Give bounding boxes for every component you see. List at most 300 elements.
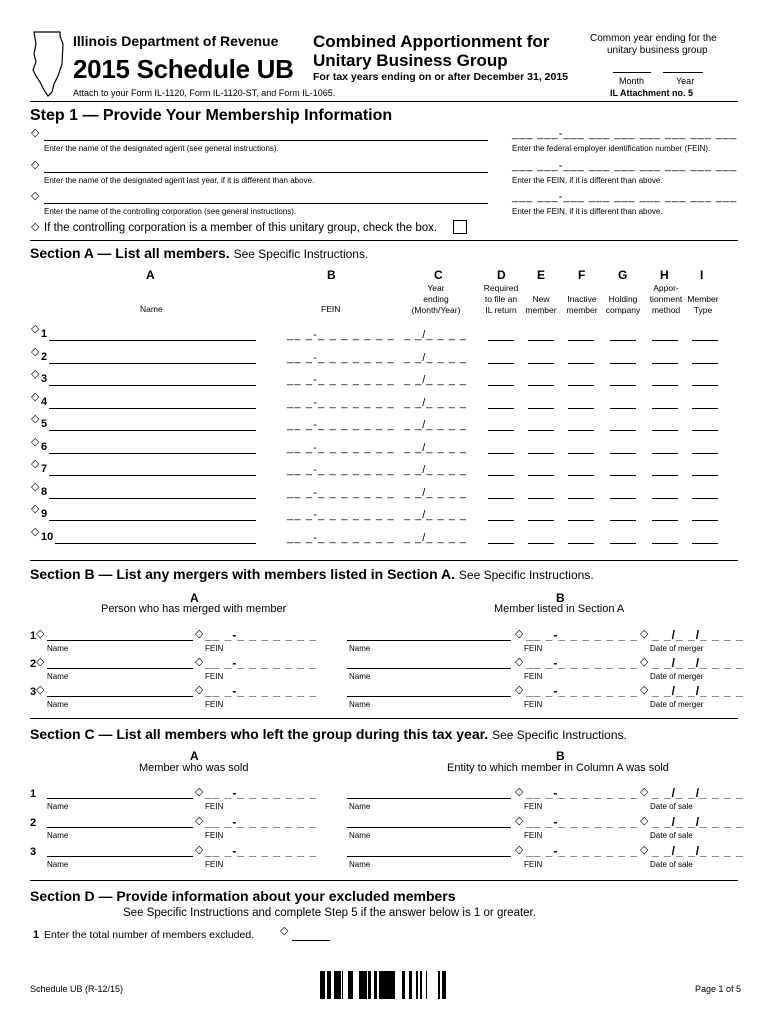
new-member-input[interactable] <box>528 475 554 476</box>
required-to-file-input[interactable] <box>488 453 514 454</box>
date-label: Date of merger <box>650 700 704 709</box>
row-number: 2 <box>41 350 48 363</box>
col-f-letter: F <box>578 268 586 282</box>
section-b-col-b-letter: B <box>556 591 565 605</box>
diamond-icon: ◇ <box>31 345 40 358</box>
controlling-fein-label: Enter the FEIN, if it is different than above. <box>512 207 663 216</box>
left-name-label: Name <box>47 802 69 811</box>
row-number: 6 <box>41 440 48 453</box>
right-name-label: Name <box>349 860 371 869</box>
new-member-input[interactable] <box>528 520 554 521</box>
col-i-header-line: Type <box>693 305 713 315</box>
diamond-icon: ◇ <box>195 656 204 668</box>
barcode-bar <box>421 971 422 999</box>
member-fein-input[interactable]: __ _-_ _ _ _ _ _ _ <box>287 329 395 341</box>
section-b-divider <box>30 718 738 719</box>
controlling-member-question: If the controlling corporation is a member of this unitary group, check the box. <box>44 222 438 234</box>
section-c-instructions: See Specific Instructions. <box>492 728 627 742</box>
holding-company-input[interactable] <box>610 475 636 476</box>
member-name-input[interactable] <box>49 385 256 386</box>
date-input[interactable]: _ _/_ _/_ _ _ _ <box>652 815 744 829</box>
right-name-input[interactable] <box>347 640 511 641</box>
diamond-icon: ◇ <box>31 159 40 171</box>
apportionment-method-input[interactable] <box>652 340 678 341</box>
member-year-ending-input[interactable]: _ _/_ _ _ _ <box>404 419 467 431</box>
left-name-label: Name <box>47 831 69 840</box>
right-name-input[interactable] <box>347 856 511 857</box>
col-g-letter: G <box>618 268 628 282</box>
member-name-input[interactable] <box>49 520 256 521</box>
diamond-icon: ◇ <box>640 684 649 696</box>
left-fein-label: FEIN <box>205 831 224 840</box>
right-name-input[interactable] <box>347 696 511 697</box>
section-b-col-a-letter: A <box>190 591 199 605</box>
col-c-header <box>405 283 467 316</box>
diamond-icon: ◇ <box>640 815 649 827</box>
date-input[interactable]: _ _/_ _/_ _ _ _ <box>652 684 744 698</box>
new-member-input[interactable] <box>528 340 554 341</box>
member-fein-input[interactable]: __ _-_ _ _ _ _ _ _ <box>287 464 395 476</box>
row-number: 10 <box>41 530 54 543</box>
barcode-bar <box>443 971 446 999</box>
diamond-icon: ◇ <box>640 656 649 668</box>
right-name-label: Name <box>349 802 371 811</box>
new-member-input[interactable] <box>528 385 554 386</box>
left-name-input[interactable] <box>47 668 193 669</box>
left-name-label: Name <box>47 860 69 869</box>
section-c-header <box>30 726 627 742</box>
col-f-header-line: Inactive <box>567 294 597 304</box>
member-year-ending-input[interactable]: _ _/_ _ _ _ <box>404 329 467 341</box>
apportionment-method-input[interactable] <box>652 408 678 409</box>
form-title: 2015 Schedule UB <box>73 54 294 84</box>
header-divider <box>30 101 738 102</box>
step1-title: Step 1 — Provide Your Membership Information <box>30 107 393 124</box>
common-year-label-line2: unitary business group <box>607 45 708 56</box>
excluded-members-count-input[interactable] <box>292 940 330 941</box>
barcode-bar <box>374 971 377 999</box>
right-fein-label: FEIN <box>524 700 543 709</box>
diamond-icon: ◇ <box>195 786 204 798</box>
col-h-header-line: method <box>651 305 681 315</box>
section-b-instructions: See Specific Instructions. <box>458 568 594 582</box>
fein-input[interactable]: ___ ___-___ ___ ___ ___ ___ ___ ___ <box>512 128 738 140</box>
section-c-title: Section C — List all members who left the group during this tax year. <box>30 726 489 742</box>
right-name-input[interactable] <box>347 827 511 828</box>
member-fein-input[interactable]: __ _-_ _ _ _ _ _ _ <box>287 531 395 544</box>
date-input[interactable]: _ _/_ _/_ _ _ _ <box>652 628 744 642</box>
barcode-bar <box>324 971 325 999</box>
right-fein-label: FEIN <box>524 644 543 653</box>
diamond-icon: ◇ <box>31 435 40 448</box>
attach-instructions: Attach to your Form IL-1120, Form IL-1120-ST, and Form IL-1065. <box>73 88 336 98</box>
member-type-input[interactable] <box>692 340 718 341</box>
required-to-file-input[interactable] <box>488 408 514 409</box>
inactive-member-input[interactable] <box>568 340 594 341</box>
section-a-instructions: See Specific Instructions. <box>233 247 369 261</box>
col-e-header <box>522 294 560 316</box>
date-input[interactable]: _ _/_ _/_ _ _ _ <box>652 786 744 800</box>
col-d-header-line: to file an <box>484 294 518 304</box>
fein-last-year-label: Enter the FEIN, if it is different than above. <box>512 176 663 185</box>
member-year-ending-input[interactable]: _ _/_ _ _ _ <box>404 374 467 386</box>
required-to-file-input[interactable] <box>488 520 514 521</box>
left-fein-input[interactable]: __ _-_ _ _ _ _ _ _ <box>205 815 318 829</box>
section-c-col-a-letter: A <box>190 749 199 763</box>
new-member-input[interactable] <box>528 453 554 454</box>
barcode-bar <box>364 971 367 999</box>
right-name-input[interactable] <box>347 668 511 669</box>
diamond-icon: ◇ <box>31 190 40 202</box>
left-fein-input[interactable]: __ _-_ _ _ _ _ _ _ <box>205 844 318 858</box>
member-name-input[interactable] <box>55 543 256 544</box>
apportionment-method-input[interactable] <box>652 475 678 476</box>
col-c-letter: C <box>434 268 443 282</box>
member-type-input[interactable] <box>692 498 718 499</box>
right-fein-input[interactable]: __ _-_ _ _ _ _ _ _ <box>526 684 639 698</box>
section-c-col-b-letter: B <box>556 749 565 763</box>
right-fein-label: FEIN <box>524 860 543 869</box>
row-number: 2 <box>30 658 37 670</box>
col-a-header: Name <box>140 304 163 314</box>
right-fein-input[interactable]: __ _-_ _ _ _ _ _ _ <box>526 844 639 858</box>
member-year-ending-input[interactable]: _ _/_ _ _ _ <box>404 509 467 521</box>
row-number: 3 <box>30 686 37 698</box>
diamond-icon: ◇ <box>640 786 649 798</box>
col-d-letter: D <box>497 268 506 282</box>
step1-divider <box>30 240 738 241</box>
section-b-col-b-header: Member listed in Section A <box>494 603 625 615</box>
barcode-bar <box>393 971 395 999</box>
col-f-header-line: member <box>566 305 598 315</box>
inactive-member-input[interactable] <box>568 520 594 521</box>
left-name-input[interactable] <box>47 827 193 828</box>
member-name-input[interactable] <box>49 408 256 409</box>
fein-last-year-input[interactable]: ___ ___-___ ___ ___ ___ ___ ___ ___ <box>512 160 738 172</box>
col-e-header-line: New <box>532 294 550 304</box>
left-fein-label: FEIN <box>205 672 224 681</box>
diamond-icon: ◇ <box>640 844 649 856</box>
apportionment-method-input[interactable] <box>652 543 678 544</box>
section-a-divider <box>30 560 738 561</box>
barcode-bar <box>336 971 339 999</box>
holding-company-input[interactable] <box>610 408 636 409</box>
diamond-icon: ◇ <box>195 684 204 696</box>
barcode-bar <box>320 971 322 999</box>
page-number: Page 1 of 5 <box>695 984 742 994</box>
attachment-number: IL Attachment no. 5 <box>610 88 694 98</box>
controlling-corporation-input[interactable] <box>44 203 488 204</box>
col-i-letter: I <box>700 268 704 282</box>
col-g-header <box>602 294 644 316</box>
designated-agent-last-year-input[interactable] <box>44 172 488 173</box>
section-c-divider <box>30 880 738 881</box>
diamond-icon: ◇ <box>31 458 40 470</box>
new-member-input[interactable] <box>528 543 554 544</box>
barcode-bar <box>342 971 343 999</box>
left-fein-label: FEIN <box>205 802 224 811</box>
holding-company-input[interactable] <box>610 430 636 431</box>
row-number: 1 <box>30 630 37 642</box>
section-d-line1-number: 1 <box>33 929 40 941</box>
diamond-icon: ◇ <box>36 684 45 696</box>
left-fein-label: FEIN <box>205 860 224 869</box>
col-a-letter: A <box>146 268 155 282</box>
required-to-file-input[interactable] <box>488 475 514 476</box>
controlling-fein-input[interactable]: ___ ___-___ ___ ___ ___ ___ ___ ___ <box>512 191 738 203</box>
col-b-letter: B <box>327 268 336 282</box>
col-b-header: FEIN <box>321 304 341 314</box>
right-name-label: Name <box>349 700 371 709</box>
required-to-file-input[interactable] <box>488 363 514 364</box>
date-label: Date of merger <box>650 672 704 681</box>
right-fein-input[interactable]: __ _-_ _ _ _ _ _ _ <box>526 628 639 642</box>
row-number: 7 <box>41 463 48 475</box>
member-type-input[interactable] <box>692 363 718 364</box>
barcode-bar <box>381 971 384 999</box>
left-name-input[interactable] <box>47 696 193 697</box>
left-fein-input[interactable]: __ _-_ _ _ _ _ _ _ <box>205 628 318 642</box>
member-year-ending-input[interactable]: _ _/_ _ _ _ <box>404 441 467 454</box>
barcode-bar <box>368 971 371 999</box>
col-e-letter: E <box>537 268 546 282</box>
date-label: Date of merger <box>650 644 704 653</box>
required-to-file-input[interactable] <box>488 543 514 544</box>
member-type-input[interactable] <box>692 408 718 409</box>
col-c-header-line: Year <box>427 283 445 293</box>
inactive-member-input[interactable] <box>568 385 594 386</box>
inactive-member-input[interactable] <box>568 475 594 476</box>
left-fein-input[interactable]: __ _-_ _ _ _ _ _ _ <box>205 684 318 698</box>
barcode-bar <box>402 971 405 999</box>
member-type-input[interactable] <box>692 475 718 476</box>
section-c-col-a-header: Member who was sold <box>139 762 249 774</box>
designated-agent-last-year-label: Enter the name of the designated agent last year, if it is different than above. <box>44 176 315 185</box>
col-d-header <box>476 283 526 316</box>
section-b-col-a-header: Person who has merged with member <box>101 603 287 615</box>
left-name-input[interactable] <box>47 798 193 799</box>
member-name-input[interactable] <box>49 363 256 364</box>
diamond-icon: ◇ <box>640 628 649 640</box>
inactive-member-input[interactable] <box>568 498 594 499</box>
diamond-icon: ◇ <box>31 368 40 380</box>
holding-company-input[interactable] <box>610 340 636 341</box>
diamond-icon: ◇ <box>195 844 204 856</box>
col-d-header-line: Required <box>483 283 519 293</box>
row-number: 1 <box>41 328 48 340</box>
member-year-ending-input[interactable]: _ _/_ _ _ _ <box>404 531 467 544</box>
barcode-bar <box>359 971 361 999</box>
right-fein-input[interactable]: __ _-_ _ _ _ _ _ _ <box>526 786 639 800</box>
col-e-header-line: member <box>525 305 557 315</box>
col-c-header-line: (Month/Year) <box>411 305 461 315</box>
apportionment-method-input[interactable] <box>652 453 678 454</box>
diamond-icon: ◇ <box>31 413 40 425</box>
member-type-input[interactable] <box>692 543 718 544</box>
right-fein-label: FEIN <box>524 672 543 681</box>
left-fein-input[interactable]: __ _-_ _ _ _ _ _ _ <box>205 786 318 800</box>
holding-company-input[interactable] <box>610 498 636 499</box>
member-fein-input[interactable]: __ _-_ _ _ _ _ _ _ <box>287 374 395 386</box>
holding-company-input[interactable] <box>610 363 636 364</box>
row-number: 2 <box>30 817 37 829</box>
row-number: 4 <box>41 395 48 408</box>
member-year-ending-input[interactable]: _ _/_ _ _ _ <box>404 464 467 476</box>
controlling-corporation-label: Enter the name of the controlling corporation (see general instructions). <box>44 207 297 216</box>
new-member-input[interactable] <box>528 498 554 499</box>
col-h-header <box>644 283 688 316</box>
date-label: Date of sale <box>650 831 693 840</box>
diamond-icon: ◇ <box>36 628 45 640</box>
diamond-icon: ◇ <box>195 815 204 827</box>
member-year-ending-input[interactable]: _ _/_ _ _ _ <box>404 396 467 409</box>
holding-company-input[interactable] <box>610 543 636 544</box>
left-name-input[interactable] <box>47 856 193 857</box>
row-number: 1 <box>30 788 37 800</box>
barcode-bar <box>350 971 351 999</box>
apportionment-method-input[interactable] <box>652 430 678 431</box>
member-fein-input[interactable]: __ _-_ _ _ _ _ _ _ <box>287 351 395 364</box>
diamond-icon: ◇ <box>515 815 524 827</box>
date-label: Date of sale <box>650 860 693 869</box>
holding-company-input[interactable] <box>610 385 636 386</box>
barcode-bar <box>322 971 324 999</box>
designated-agent-input[interactable] <box>44 140 488 141</box>
right-name-label: Name <box>349 672 371 681</box>
section-d-title: Section D — Provide information about your excluded members <box>30 888 456 904</box>
illinois-state-outline-icon <box>30 30 66 98</box>
col-h-letter: H <box>660 268 669 282</box>
right-fein-input[interactable]: __ _-_ _ _ _ _ _ _ <box>526 656 639 670</box>
month-input-line[interactable] <box>613 72 651 73</box>
inactive-member-input[interactable] <box>568 430 594 431</box>
right-fein-input[interactable]: __ _-_ _ _ _ _ _ _ <box>526 815 639 829</box>
apportionment-method-input[interactable] <box>652 385 678 386</box>
apportionment-method-input[interactable] <box>652 498 678 499</box>
member-fein-input[interactable]: __ _-_ _ _ _ _ _ _ <box>287 509 395 521</box>
member-name-input[interactable] <box>49 498 256 499</box>
diamond-icon: ◇ <box>31 323 40 335</box>
left-fein-input[interactable]: __ _-_ _ _ _ _ _ _ <box>205 656 318 670</box>
holding-company-input[interactable] <box>610 453 636 454</box>
left-name-label: Name <box>47 644 69 653</box>
right-name-input[interactable] <box>347 798 511 799</box>
member-fein-input[interactable]: __ _-_ _ _ _ _ _ _ <box>287 396 395 409</box>
member-year-ending-input[interactable]: _ _/_ _ _ _ <box>404 486 467 499</box>
barcode-bar <box>416 971 418 999</box>
member-type-input[interactable] <box>692 453 718 454</box>
row-number: 8 <box>41 485 48 498</box>
inactive-member-input[interactable] <box>568 453 594 454</box>
member-fein-input[interactable]: __ _-_ _ _ _ _ _ _ <box>287 486 395 499</box>
member-name-input[interactable] <box>49 340 256 341</box>
apportionment-method-input[interactable] <box>652 363 678 364</box>
member-name-input[interactable] <box>49 475 256 476</box>
fein-label: Enter the federal employer identification number (FEIN). <box>512 144 711 153</box>
left-name-input[interactable] <box>47 640 193 641</box>
new-member-input[interactable] <box>528 408 554 409</box>
form-revision-id: Schedule UB (R-12/15) <box>30 984 124 994</box>
right-fein-label: FEIN <box>524 802 543 811</box>
diamond-icon: ◇ <box>31 480 40 493</box>
right-name-label: Name <box>349 644 371 653</box>
required-to-file-input[interactable] <box>488 498 514 499</box>
member-year-ending-input[interactable]: _ _/_ _ _ _ <box>404 351 467 364</box>
barcode-bar <box>330 971 331 999</box>
member-fein-input[interactable]: __ _-_ _ _ _ _ _ _ <box>287 419 395 431</box>
barcode-icon <box>320 971 446 999</box>
apportionment-method-input[interactable] <box>652 520 678 521</box>
year-input-line[interactable] <box>663 72 703 73</box>
required-to-file-input[interactable] <box>488 385 514 386</box>
barcode-bar <box>409 971 412 999</box>
col-i-header <box>684 294 722 316</box>
inactive-member-input[interactable] <box>568 408 594 409</box>
col-g-header-line: Holding <box>608 294 638 304</box>
inactive-member-input[interactable] <box>568 363 594 364</box>
barcode-bar <box>438 971 440 999</box>
section-b-title: Section B — List any mergers with members listed in Section A. <box>30 566 456 582</box>
col-d-header-line: IL return <box>485 305 517 315</box>
new-member-input[interactable] <box>528 430 554 431</box>
required-to-file-input[interactable] <box>488 430 514 431</box>
member-type-input[interactable] <box>692 385 718 386</box>
month-label: Month <box>619 76 645 86</box>
left-name-label: Name <box>47 672 69 681</box>
barcode-bar <box>348 971 350 999</box>
member-fein-input[interactable]: __ _-_ _ _ _ _ _ _ <box>287 441 395 454</box>
member-name-input[interactable] <box>49 453 256 454</box>
barcode-bar <box>351 971 353 999</box>
barcode-bar <box>384 971 387 999</box>
department-name: Illinois Department of Revenue <box>73 33 279 49</box>
left-name-label: Name <box>47 700 69 709</box>
new-member-input[interactable] <box>528 363 554 364</box>
date-input[interactable]: _ _/_ _/_ _ _ _ <box>652 844 744 858</box>
diamond-icon: ◇ <box>31 127 40 139</box>
required-to-file-input[interactable] <box>488 340 514 341</box>
barcode-bar <box>327 971 330 999</box>
col-g-header-line: company <box>605 305 641 315</box>
section-b-header <box>30 566 594 582</box>
member-type-input[interactable] <box>692 430 718 431</box>
right-fein-label: FEIN <box>524 831 543 840</box>
date-label: Date of sale <box>650 802 693 811</box>
diamond-icon: ◇ <box>515 628 524 640</box>
section-d-instructions: See Specific Instructions and complete Step 5 if the answer below is 1 or greater. <box>123 907 536 919</box>
section-a-header <box>30 245 368 261</box>
barcode-bar <box>420 971 421 999</box>
left-fein-label: FEIN <box>205 644 224 653</box>
inactive-member-input[interactable] <box>568 543 594 544</box>
section-a-title: Section A — List all members. <box>30 245 230 261</box>
barcode-bar <box>334 971 336 999</box>
diamond-icon: ◇ <box>195 628 204 640</box>
barcode-bar <box>388 971 391 999</box>
tax-years-note: For tax years ending on or after December 31, 2015 <box>313 71 569 83</box>
diamond-icon: ◇ <box>31 390 40 403</box>
barcode-bar <box>339 971 341 999</box>
date-input[interactable]: _ _/_ _/_ _ _ _ <box>652 656 744 670</box>
holding-company-input[interactable] <box>610 520 636 521</box>
diamond-icon: ◇ <box>36 656 45 668</box>
member-type-input[interactable] <box>692 520 718 521</box>
schedule-title-line2: Unitary Business Group <box>313 51 508 70</box>
controlling-member-checkbox[interactable] <box>453 220 467 234</box>
left-fein-label: FEIN <box>205 700 224 709</box>
row-number: 3 <box>41 373 48 385</box>
member-name-input[interactable] <box>49 430 256 431</box>
